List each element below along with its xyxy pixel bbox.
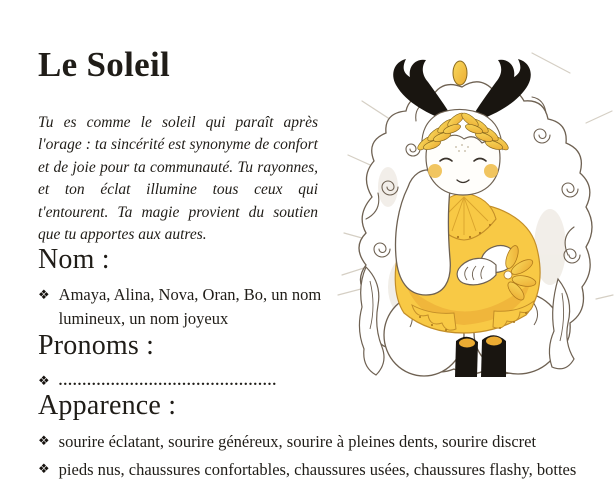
intro-paragraph: Tu es comme le soleil qui paraît après l'orage : ta sincérité est synonyme de confort et de joie pour ta communauté. Tu rayonnes, et ton éclat illumine tous ceux qui t'entourent. Ta magie provient du soutien que tu apportes aux autres. [38, 114, 318, 244]
character-illustration [336, 36, 616, 378]
list-item [38, 429, 583, 455]
name-suggestions-text: Amaya, Alina, Nova, Oran, Bo, un nom lumineux, un nom joyeux [58, 285, 322, 329]
section-nom-heading: Nom : [38, 244, 110, 275]
section-apparence [38, 390, 583, 482]
section-pronoms [38, 330, 350, 393]
diamond-bullet-icon: ❖ [38, 460, 50, 476]
section-nom [38, 244, 350, 331]
list-item [38, 457, 583, 483]
diamond-bullet-icon: ❖ [38, 433, 50, 449]
sun-character-drawing [336, 36, 616, 378]
pronouns-fill-in-line: .............................................. [58, 373, 278, 390]
list-item [38, 283, 350, 331]
blush-left [428, 164, 442, 178]
section-apparence-heading: Apparence : [38, 390, 177, 421]
apparence-list [38, 429, 583, 482]
nom-list [38, 283, 350, 331]
appearance-shoes-options: pieds nus, chaussures confortables, chaussures usées, chaussures flashy, bottes [58, 459, 577, 479]
diamond-bullet-icon: ❖ [38, 287, 50, 303]
section-pronoms-heading: Pronoms : [38, 330, 155, 361]
sun-gem [453, 61, 467, 85]
appearance-smile-options: sourire éclatant, sourire généreux, sourire à pleines dents, sourire discret [58, 432, 537, 452]
blush-right [484, 164, 498, 178]
page-title: Le Soleil [38, 45, 171, 84]
diamond-bullet-icon: ❖ [38, 373, 50, 389]
